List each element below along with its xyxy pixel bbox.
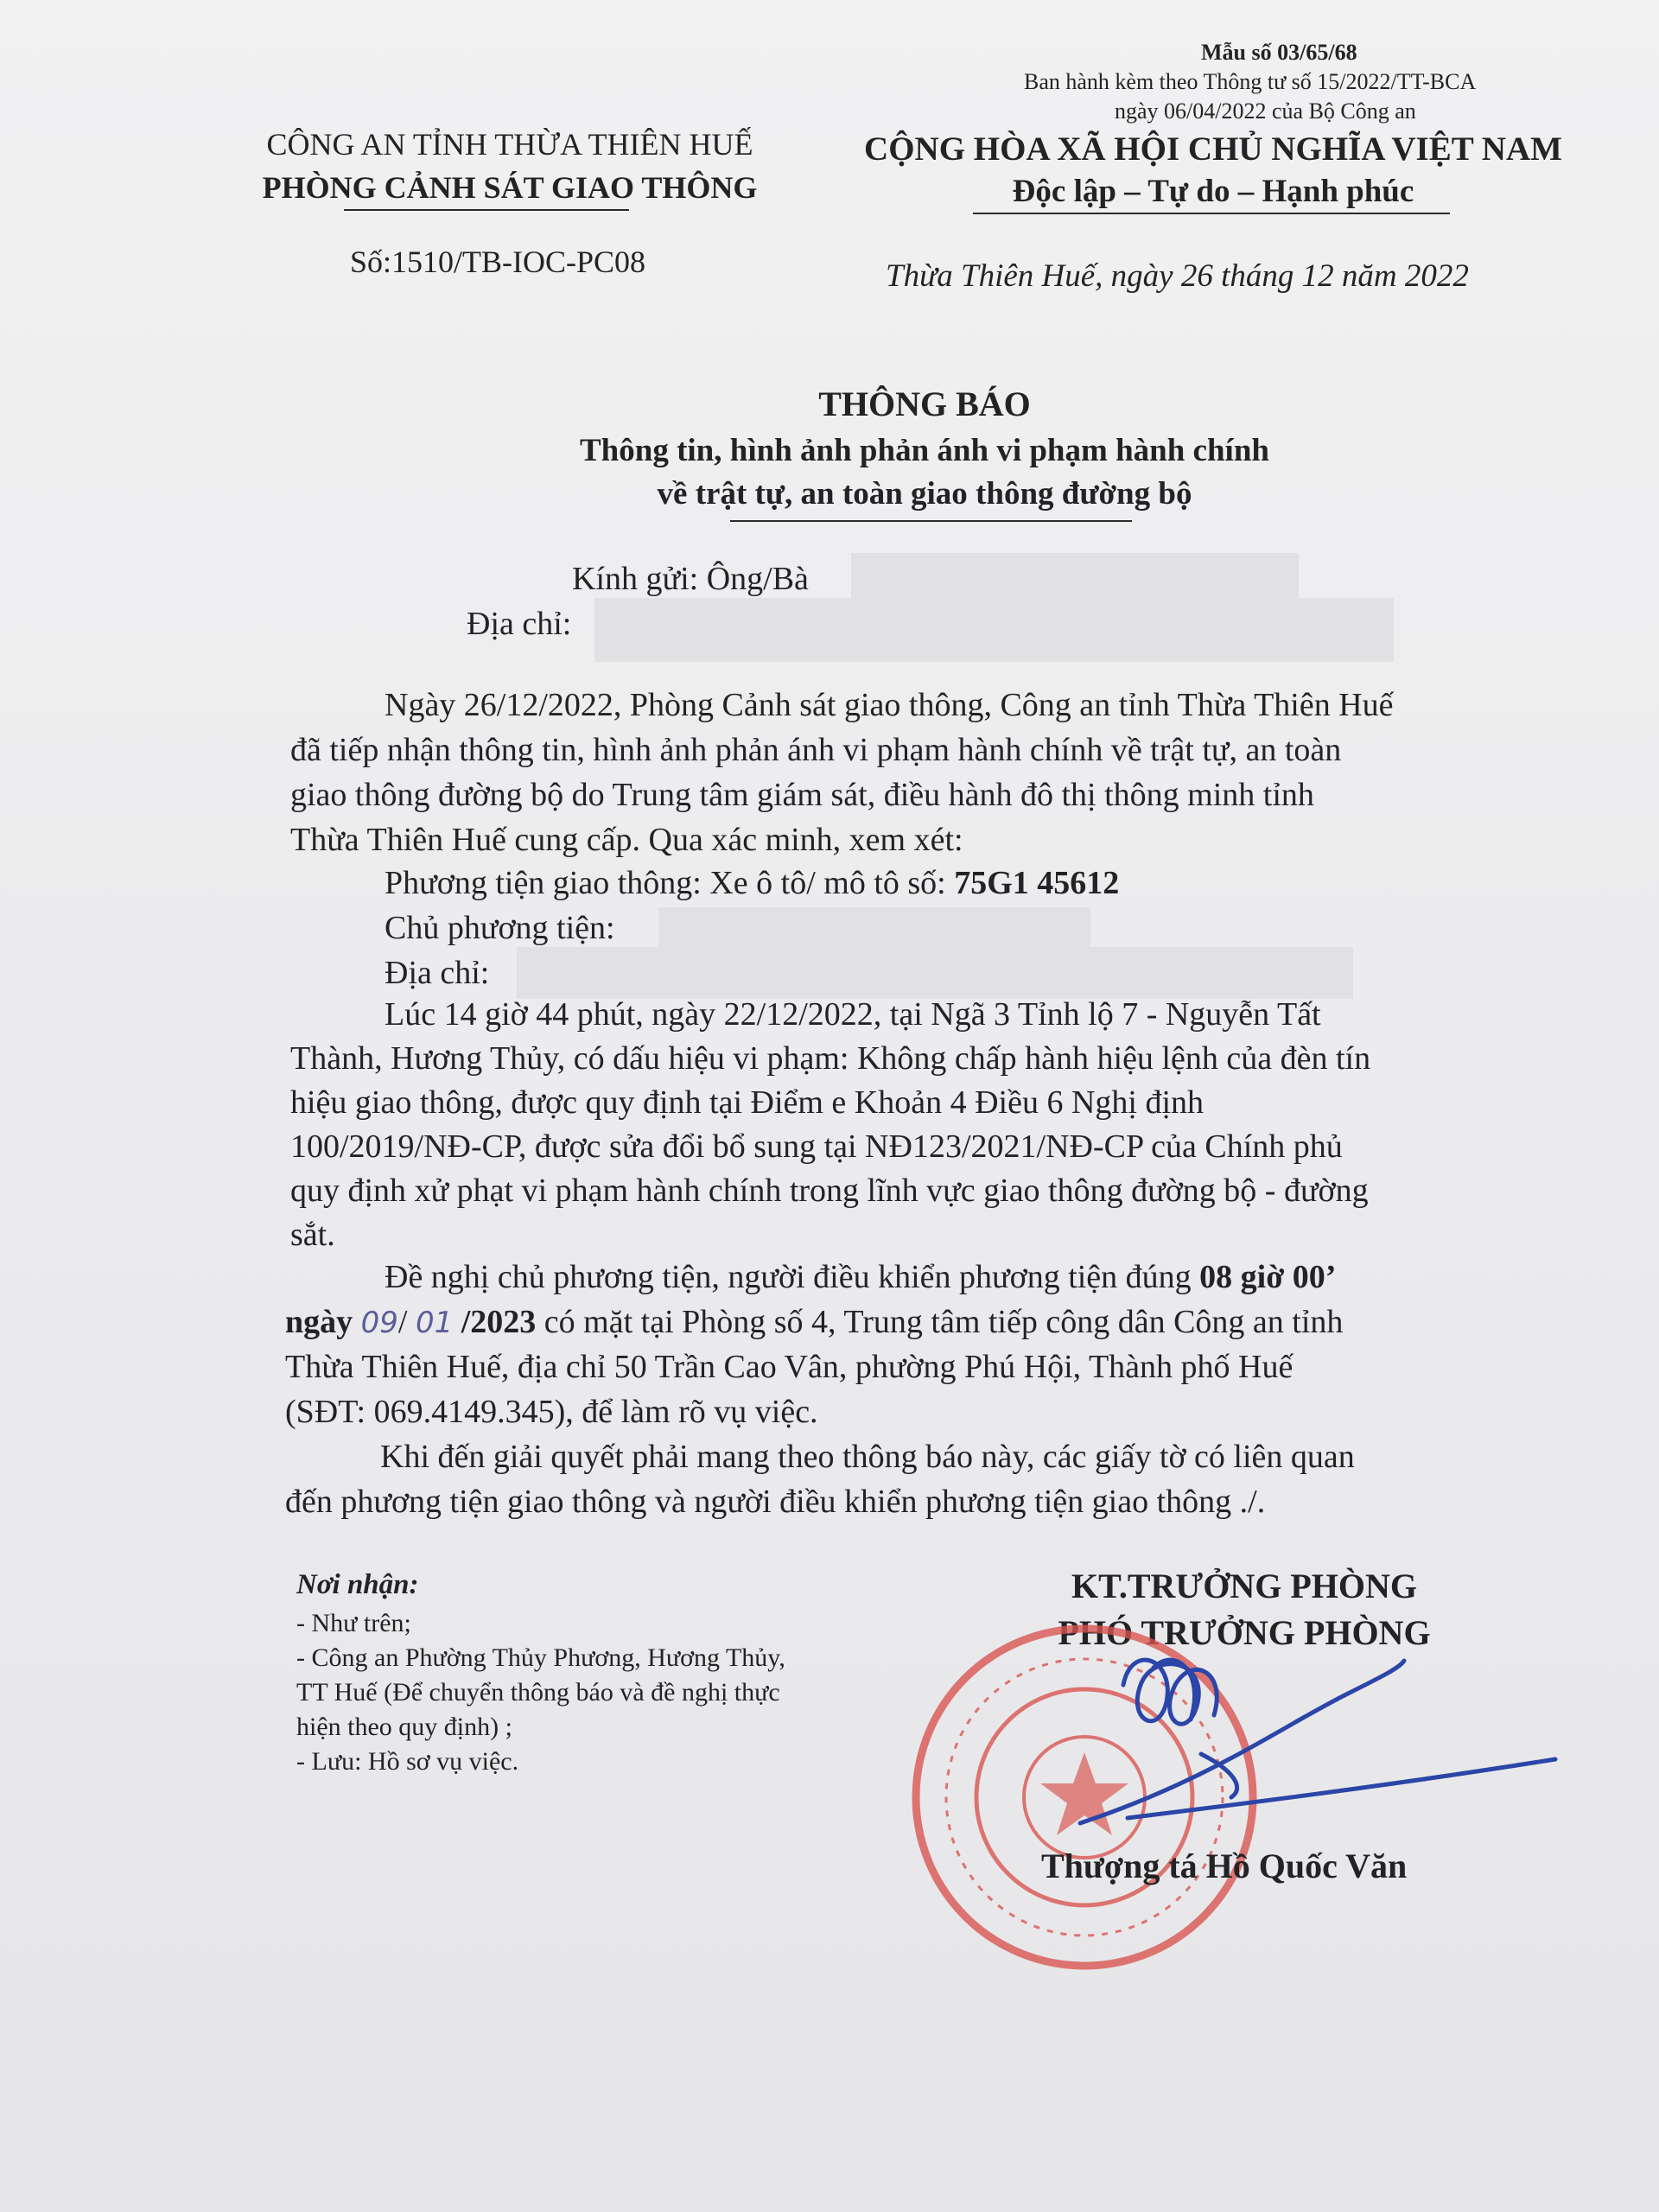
request-line-3: Thừa Thiên Huế, địa chỉ 50 Trần Cao Vân, phường Phú Hội, Thành phố Huế <box>285 1349 1294 1385</box>
intro-line-2: đã tiếp nhận thông tin, hình ảnh phản ánh vi phạm hành chính về trật tự, an toàn <box>290 732 1342 768</box>
handwritten-month: 01 <box>415 1306 454 1340</box>
form-issued-date: ngày 06/04/2022 của Bộ Công an <box>1115 99 1416 124</box>
bring-line-1: Khi đến giải quyết phải mang theo thông báo này, các giấy tờ có liên quan <box>380 1439 1355 1475</box>
owner-address-label: Địa chỉ: <box>385 955 490 991</box>
signer-name: Thượng tá Hồ Quốc Văn <box>1041 1847 1408 1885</box>
national-motto: Độc lập – Tự do – Hạnh phúc <box>1012 174 1414 209</box>
agency-unit: PHÒNG CẢNH SÁT GIAO THÔNG <box>262 170 758 205</box>
place-date: Thừa Thiên Huế, ngày 26 tháng 12 năm 2022 <box>886 258 1469 294</box>
form-number: Mẫu số 03/65/68 <box>1201 40 1357 65</box>
date-separator: / <box>397 1304 408 1340</box>
request-line-4: (SĐT: 069.4149.345), để làm rõ vụ việc. <box>285 1394 818 1430</box>
violation-line-3: hiệu giao thông, được quy định tại Điểm e Khoản 4 Điều 6 Nghị định <box>290 1084 1205 1121</box>
bring-line-2: đến phương tiện giao thông và người điều khiển phương tiện giao thông ./. <box>285 1484 1266 1520</box>
recipient-item: - Công an Phường Thủy Phương, Hương Thủy, <box>296 1643 785 1672</box>
signature-on-behalf: KT.TRƯỞNG PHÒNG <box>1071 1567 1417 1605</box>
handwritten-day: 09 <box>360 1306 398 1340</box>
notice-title: THÔNG BÁO <box>818 385 1031 423</box>
violation-line-4: 100/2019/NĐ-CP, được sửa đổi bổ sung tại NĐ123/2021/NĐ-CP của Chính phủ <box>290 1128 1343 1165</box>
appointment-time: 08 giờ 00’ <box>1199 1259 1337 1295</box>
recipient-item: TT Huế (Để chuyển thông báo và đề nghị thực <box>296 1678 780 1707</box>
vehicle-label: Phương tiện giao thông: Xe ô tô/ mô tô số: <box>385 865 946 901</box>
intro-line-1: Ngày 26/12/2022, Phòng Cảnh sát giao thông, Công an tỉnh Thừa Thiên Huế <box>385 687 1394 723</box>
violation-line-2: Thành, Hương Thủy, có dấu hiệu vi phạm: Không chấp hành hiệu lệnh của đèn tín <box>290 1040 1371 1077</box>
address-label: Địa chỉ: <box>467 606 572 642</box>
recipient-item: hiện theo quy định) ; <box>296 1713 512 1741</box>
notice-subtitle-1: Thông tin, hình ảnh phản ánh vi phạm hành chính <box>580 433 1269 468</box>
owner-label: Chủ phương tiện: <box>385 910 615 946</box>
recipient-item: - Lưu: Hồ sơ vụ việc. <box>296 1747 519 1776</box>
official-seal-icon <box>916 1629 1253 1966</box>
request-location: có mặt tại Phòng số 4, Trung tâm tiếp công dân Công an tỉnh <box>543 1304 1344 1340</box>
notice-subtitle-2: về trật tự, an toàn giao thông đường bộ <box>657 476 1192 512</box>
violation-line-6: sắt. <box>290 1217 335 1253</box>
agency-parent: CÔNG AN TỈNH THỪA THIÊN HUẾ <box>266 127 753 162</box>
form-issued-with: Ban hành kèm theo Thông tư số 15/2022/TT-BCA <box>1024 69 1477 94</box>
appointment-day-label: ngày <box>285 1304 353 1340</box>
recipient-item: - Như trên; <box>296 1609 411 1637</box>
violation-line-5: quy định xử phạt vi phạm hành chính trong lĩnh vực giao thông đường bộ - đường <box>290 1173 1369 1209</box>
national-name: CỘNG HÒA XÃ HỘI CHỦ NGHĨA VIỆT NAM <box>864 130 1562 168</box>
request-text: Đề nghị chủ phương tiện, người điều khiển phương tiện đúng <box>385 1259 1192 1295</box>
violation-line-1: Lúc 14 giờ 44 phút, ngày 22/12/2022, tại Ngã 3 Tỉnh lộ 7 - Nguyễn Tất <box>385 996 1321 1033</box>
intro-line-4: Thừa Thiên Huế cung cấp. Qua xác minh, xem xét: <box>290 822 963 858</box>
signature-scribble-icon <box>1080 1660 1555 1823</box>
appointment-year: /2023 <box>461 1304 537 1340</box>
license-plate: 75G1 45612 <box>954 865 1120 901</box>
intro-line-3: giao thông đường bộ do Trung tâm giám sát, điều hành đô thị thông minh tỉnh <box>290 777 1314 813</box>
signature-position: PHÓ TRƯỞNG PHÒNG <box>1058 1613 1431 1652</box>
salutation: Kính gửi: Ông/Bà <box>572 561 809 597</box>
document-number: Số:1510/TB-IOC-PC08 <box>350 245 646 279</box>
recipients-heading: Nơi nhận: <box>296 1569 419 1600</box>
